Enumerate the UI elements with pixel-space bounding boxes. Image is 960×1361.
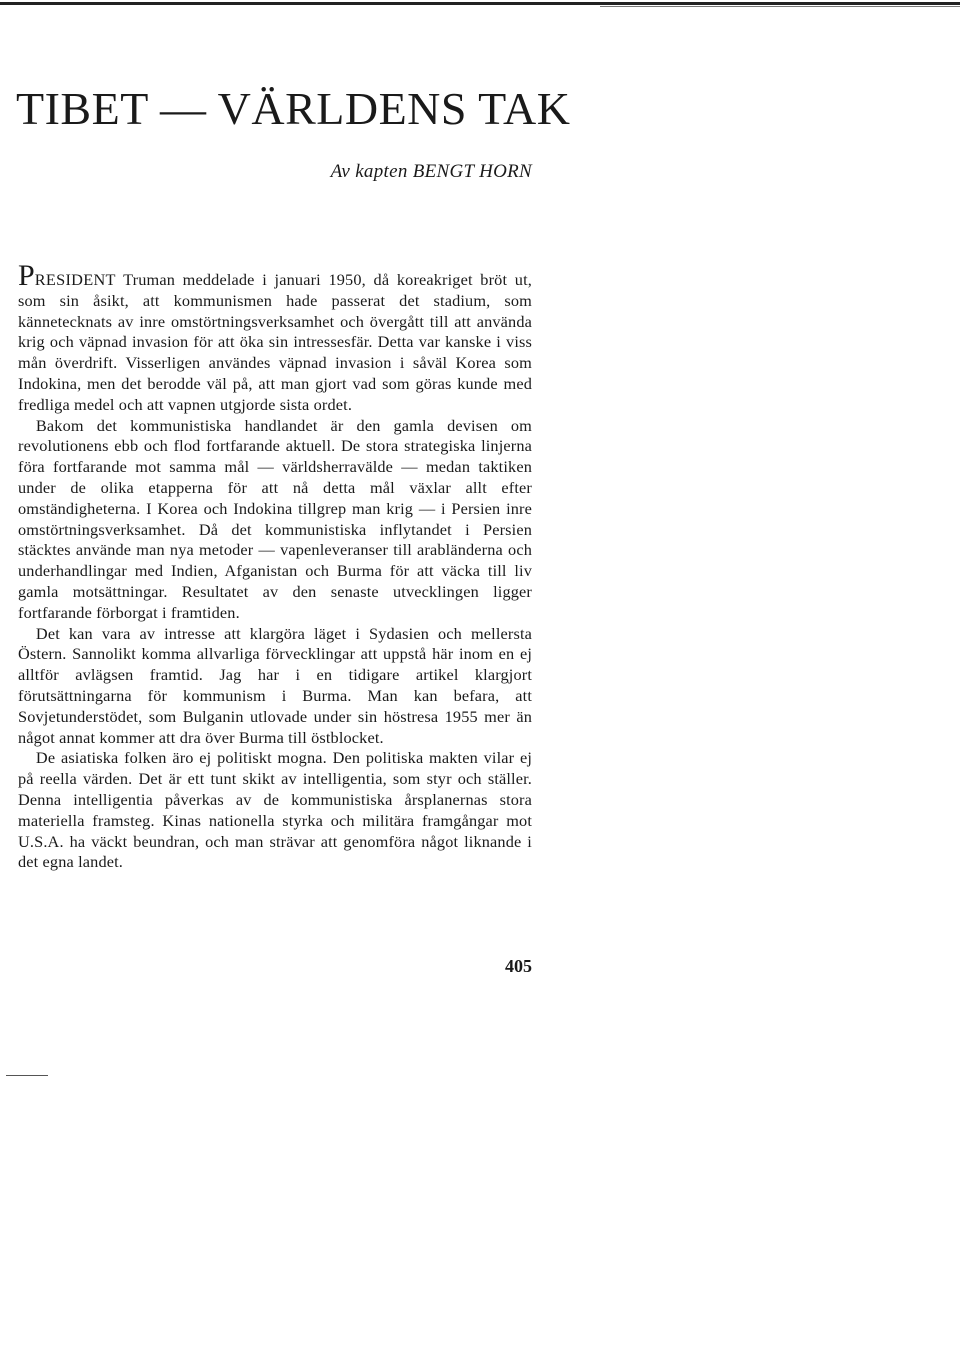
page-number: 405 <box>505 956 532 976</box>
top-border-rule <box>0 2 960 5</box>
article-body <box>18 259 532 873</box>
paragraph-1 <box>18 259 532 416</box>
paragraph-4: De asiatiska folken äro ej politiskt mogna. Den politiska makten vilar ej på reella värden. Det är ett tunt skikt av intelligentia, som styr och ställer. Denna intelligentia påverkas av de kommunistiska årsplanernas stora materiella framsteg. Kinas nationella styrka och militära framgångar mot U.S.A. ha väckt beundran, och man strävar att genomföra något liknande i det egna landet. <box>18 748 532 872</box>
drop-cap: P <box>18 259 35 292</box>
first-word-smallcaps: RESIDENT <box>34 270 116 289</box>
bottom-rule <box>6 1075 48 1076</box>
article-title: TIBET — VÄRLDENS TAK <box>16 83 571 134</box>
article-byline: Av kapten BENGT HORN <box>330 161 532 182</box>
top-border-rule-thin <box>600 6 960 7</box>
paragraph-1-text: Truman meddelade i januari 1950, då koreakriget bröt ut, som sin åsikt, att kommunismen hade passerat det stadium, som kännetecknats av inre omstörtningsverksamhet och övergått till att använda krig och väpnad invasion för att öka sin intressesfär. Detta var kanske i viss mån överdrift. Visserligen användes väpnad invasion i såväl Korea som Indokina, men det berodde väl på, att man gjort vad som göras kunde med fredliga medel och att vapnen utgjorde sista ordet. <box>18 270 532 414</box>
paragraph-3: Det kan vara av intresse att klargöra läget i Sydasien och mellersta Östern. Sannolikt komma allvarliga förvecklingar att uppstå här inom en ej alltför avlägsen framtid. Jag har i en tidigare artikel klargjort förutsättningarna för kommunism i Burma. Man kan befara, att Sovjetunderstödet, som Bulganin utlovade under sin höstresa 1955 mer än något annat kommer att dra över Burma till östblocket. <box>18 623 532 747</box>
paragraph-2: Bakom det kommunistiska handlandet är den gamla devisen om revolutionens ebb och flod fortfarande aktuell. De stora strategiska linjerna föra fortfarande mot samma mål — världsherravälde — medan taktiken under de olika etapperna för att nå detta mål växlar allt efter omständigheterna. I Korea och Indokina tillgrep man krig — i Persien inre omstörtningsverksamhet. Då det kommunistiska inflytandet i Persien stäcktes använde man nya metoder — vapenleveranser till arabländerna och underhandlingar med Indien, Afganistan och Burma för att väcka till liv gamla motsättningar. Resultatet av den senaste utvecklingen ligger fortfarande förborgat i framtiden. <box>18 415 532 622</box>
